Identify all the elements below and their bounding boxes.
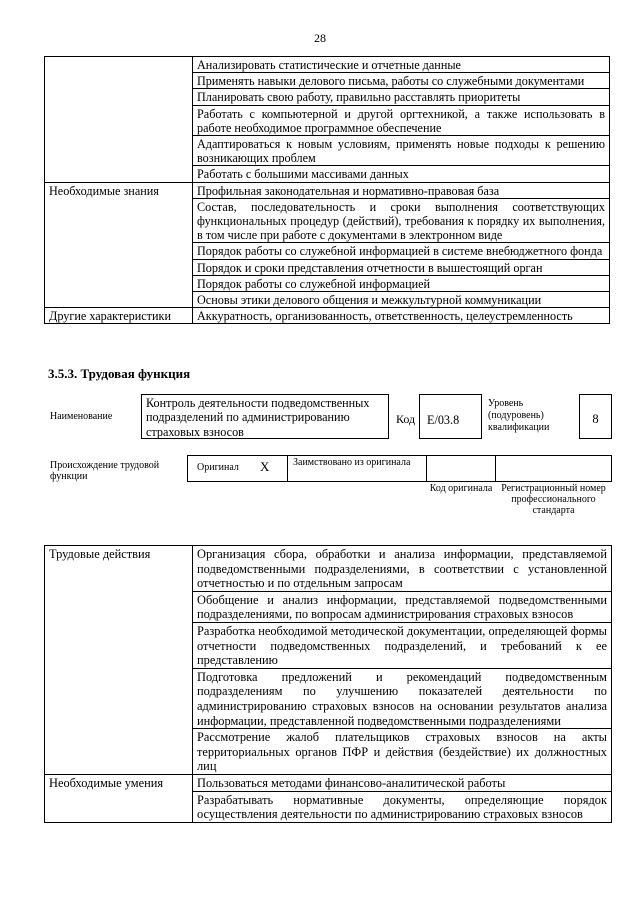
row-text: Адаптироваться к новым условиям, применять новые подходы к решению возникающих проблем xyxy=(193,136,610,166)
row-text: Организация сбора, обработки и анализа информации, представляемой подведомственными подразделениями, в соответствии с установленной отчетностью и по отдельным запросам xyxy=(193,546,612,592)
row-text: Применять навыки делового письма, работы со служебными документами xyxy=(193,73,610,89)
table-row xyxy=(45,57,610,73)
row-text: Аккуратность, организованность, ответственность, целеустремленность xyxy=(193,308,610,324)
row-text: Порядок работы со служебной информацией в системе внебюджетного фонда xyxy=(193,243,610,259)
row-label-knowledge: Необходимые знания xyxy=(45,182,193,308)
row-text: Обобщение и анализ информации, представляемой подведомственными подразделениями, по вопросам администрирования страховых взносов xyxy=(193,591,612,622)
original-cell xyxy=(187,455,288,482)
function-name-box: Контроль деятельности подведомственных подразделений по администрированию страховых взносов xyxy=(141,394,389,439)
skills-knowledge-table xyxy=(44,56,610,324)
code-label: Код xyxy=(396,412,416,426)
reg-number-cell xyxy=(495,455,612,482)
code-value-box: E/03.8 xyxy=(419,394,482,439)
original-label: Оригинал xyxy=(197,462,239,473)
reg-number-label: Регистрационный номер профессионального стандарта xyxy=(501,483,606,516)
code-original-label: Код оригинала xyxy=(429,483,493,494)
row-text: Состав, последовательность и сроки выполнения соответствующих функциональных процедур (действий), требования к порядку их выполнения, в том числе при работе с документами в электронном виде xyxy=(193,198,610,243)
level-label: Уровень (подуровень) квалификации xyxy=(488,398,550,433)
row-text: Планировать свою работу, правильно расставлять приоритеты xyxy=(193,89,610,105)
row-label-other: Другие характеристики xyxy=(45,308,193,324)
row-text: Анализировать статистические и отчетные данные xyxy=(193,57,610,73)
borrowed-cell: Заимствовано из оригинала xyxy=(287,455,427,482)
table-row xyxy=(45,182,610,198)
row-text: Работать с компьютерной и другой оргтехникой, а также использовать в работе необходимое программное обеспечение xyxy=(193,105,610,135)
labor-actions-table xyxy=(44,545,612,823)
row-text: Рассмотрение жалоб плательщиков страховых взносов на акты территориальных органов ПФР и действия (бездействие) их должностных лиц xyxy=(193,729,612,775)
code-original-cell xyxy=(426,455,496,482)
row-text: Разрабатывать нормативные документы, определяющие порядок осуществления деятельности по администрированию страховых взносов xyxy=(193,791,612,822)
section-title: 3.5.3. Трудовая функция xyxy=(48,366,191,381)
row-text: Порядок работы со служебной информацией xyxy=(193,275,610,291)
row-text: Подготовка предложений и рекомендаций подведомственным подразделениям по улучшению показателей деятельности по администрированию страховых взносов на основании результатов анализа информации, представленной подведомственными подразделениями xyxy=(193,668,612,728)
level-value-box: 8 xyxy=(579,394,612,439)
table-row xyxy=(45,546,612,592)
row-text: Профильная законодательная и нормативно-правовая база xyxy=(193,182,610,198)
row-text: Основы этики делового общения и межкультурной коммуникации xyxy=(193,292,610,308)
row-text: Пользоваться методами финансово-аналитической работы xyxy=(193,774,612,791)
table-row xyxy=(45,774,612,791)
row-text: Порядок и сроки представления отчетности в вышестоящий орган xyxy=(193,259,610,275)
name-label: Наименование xyxy=(50,411,113,422)
row-label xyxy=(45,57,193,183)
original-mark: X xyxy=(260,459,270,474)
row-label-actions: Трудовые действия xyxy=(45,546,193,775)
row-text: Работать с большими массивами данных xyxy=(193,166,610,182)
origin-label: Происхождение трудовой функции xyxy=(50,460,160,482)
row-text: Разработка необходимой методической документации, определяющей формы отчетности подведомственных подразделений, и требований к ее представлению xyxy=(193,622,612,668)
row-label-skills: Необходимые умения xyxy=(45,774,193,822)
page-number: 28 xyxy=(314,31,326,45)
table-row xyxy=(45,308,610,324)
